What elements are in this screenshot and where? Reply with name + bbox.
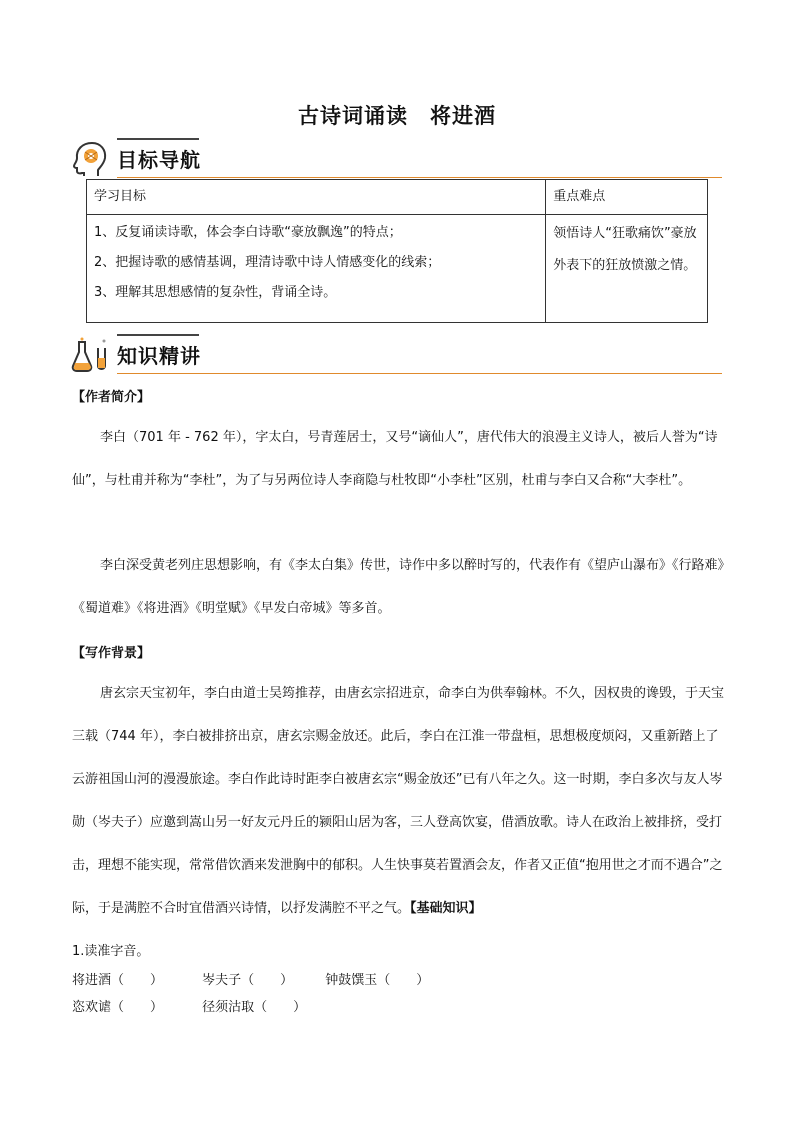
pronunciation-item: 岑夫子（ ） <box>202 973 294 988</box>
author-tag: 【作者简介】 <box>72 390 151 405</box>
pronunciation-item: 径须沽取（ ） <box>202 1000 307 1015</box>
background-tag: 【写作背景】 <box>72 646 151 661</box>
section-underline <box>117 177 722 179</box>
section-underline <box>117 373 722 375</box>
goals-list-cell <box>87 215 546 323</box>
goal-item: 1、反复诵读诗歌，体会李白诗歌“豪放飘逸”的特点； <box>94 225 402 240</box>
goal-item: 2、把握诗歌的感情基调，理清诗歌中诗人情感变化的线索； <box>94 255 441 270</box>
section-label-knowledge: 知识精讲 <box>117 344 201 368</box>
goals-header-cell: 学习目标 <box>87 180 546 215</box>
section-header-goals <box>70 138 722 178</box>
author-paragraph-2: 李白深受黄老列庄思想影响，有《李太白集》传世，诗作中多以醉时写的，代表作有《望庐山瀑布》《行路难》《蜀道难》《将进酒》《明堂赋》《早发白帝城》等多首。 <box>72 558 725 616</box>
pronunciation-item: 恣欢谑（ ） <box>72 1000 164 1015</box>
author-paragraph-1: 李白（701 年 - 762 年），字太白，号青莲居士，又号“谪仙人”，唐代伟大的浪漫主义诗人，被后人誉为“诗仙”，与杜甫并称为“李杜”，为了与另两位诗人李商隐与杜牧即“小李杜”区别，杜甫与李白又合称“大李杜”。 <box>72 430 718 488</box>
brain-icon <box>70 140 110 176</box>
basic-knowledge-tag: 【基础知识】 <box>410 901 482 916</box>
page-title-part1: 古诗词诵读 <box>298 104 408 128</box>
pronunciation-row-2 <box>72 996 306 1015</box>
background-text: 唐玄宗天宝初年，李白由道士吴筠推荐，由唐玄宗招进京，命李白为供奉翰林。不久，因权贵的谗毁，于天宝三载（744 年），李白被排挤出京，唐玄宗赐金放还。此后，李白在江淮一带盘桓，思想极度烦闷，又重新踏上了云游祖国山河的漫漫旅途。李白作此诗时距李白被唐玄宗“赐金放还”已有八年之久。这一时期，李白多次与友人岑勋（岑夫子）应邀到嵩山另一好友元丹丘的颍阳山居为客，三人登高饮宴，借酒放歌。诗人在政治上被排挤，受打击，理想不能实现，常常借饮酒来发泄胸中的郁积。人生快事莫若置酒会友，作者又正值“抱用世之才而不遇合”之际，于是满腔不合时宜借酒兴诗情，以抒发满腔不平之气。 <box>72 686 725 916</box>
page-title-part2: 将进酒 <box>430 104 496 128</box>
background-paragraph <box>72 672 724 930</box>
exercise-heading: 1.读准字音。 <box>72 944 150 959</box>
section-label-goals: 目标导航 <box>117 148 201 172</box>
goals-table-body-row <box>87 215 708 323</box>
goals-table-header-row <box>87 180 708 215</box>
keypoint-cell: 领悟诗人“狂歌痛饮”豪放外表下的狂放愤激之情。 <box>546 215 708 323</box>
pronunciation-item: 将进酒（ ） <box>72 973 164 988</box>
pronunciation-row-1 <box>72 969 429 988</box>
flask-icon <box>70 336 110 372</box>
section-top-line <box>117 334 199 336</box>
section-header-knowledge <box>70 334 722 374</box>
goals-table <box>86 179 708 323</box>
keypoint-header-cell: 重点难点 <box>546 180 708 215</box>
page-title <box>0 100 794 130</box>
pronunciation-item: 钟鼓馔玉（ ） <box>325 973 430 988</box>
goal-item: 3、理解其思想感情的复杂性，背诵全诗。 <box>94 285 337 300</box>
section-top-line <box>117 138 199 140</box>
